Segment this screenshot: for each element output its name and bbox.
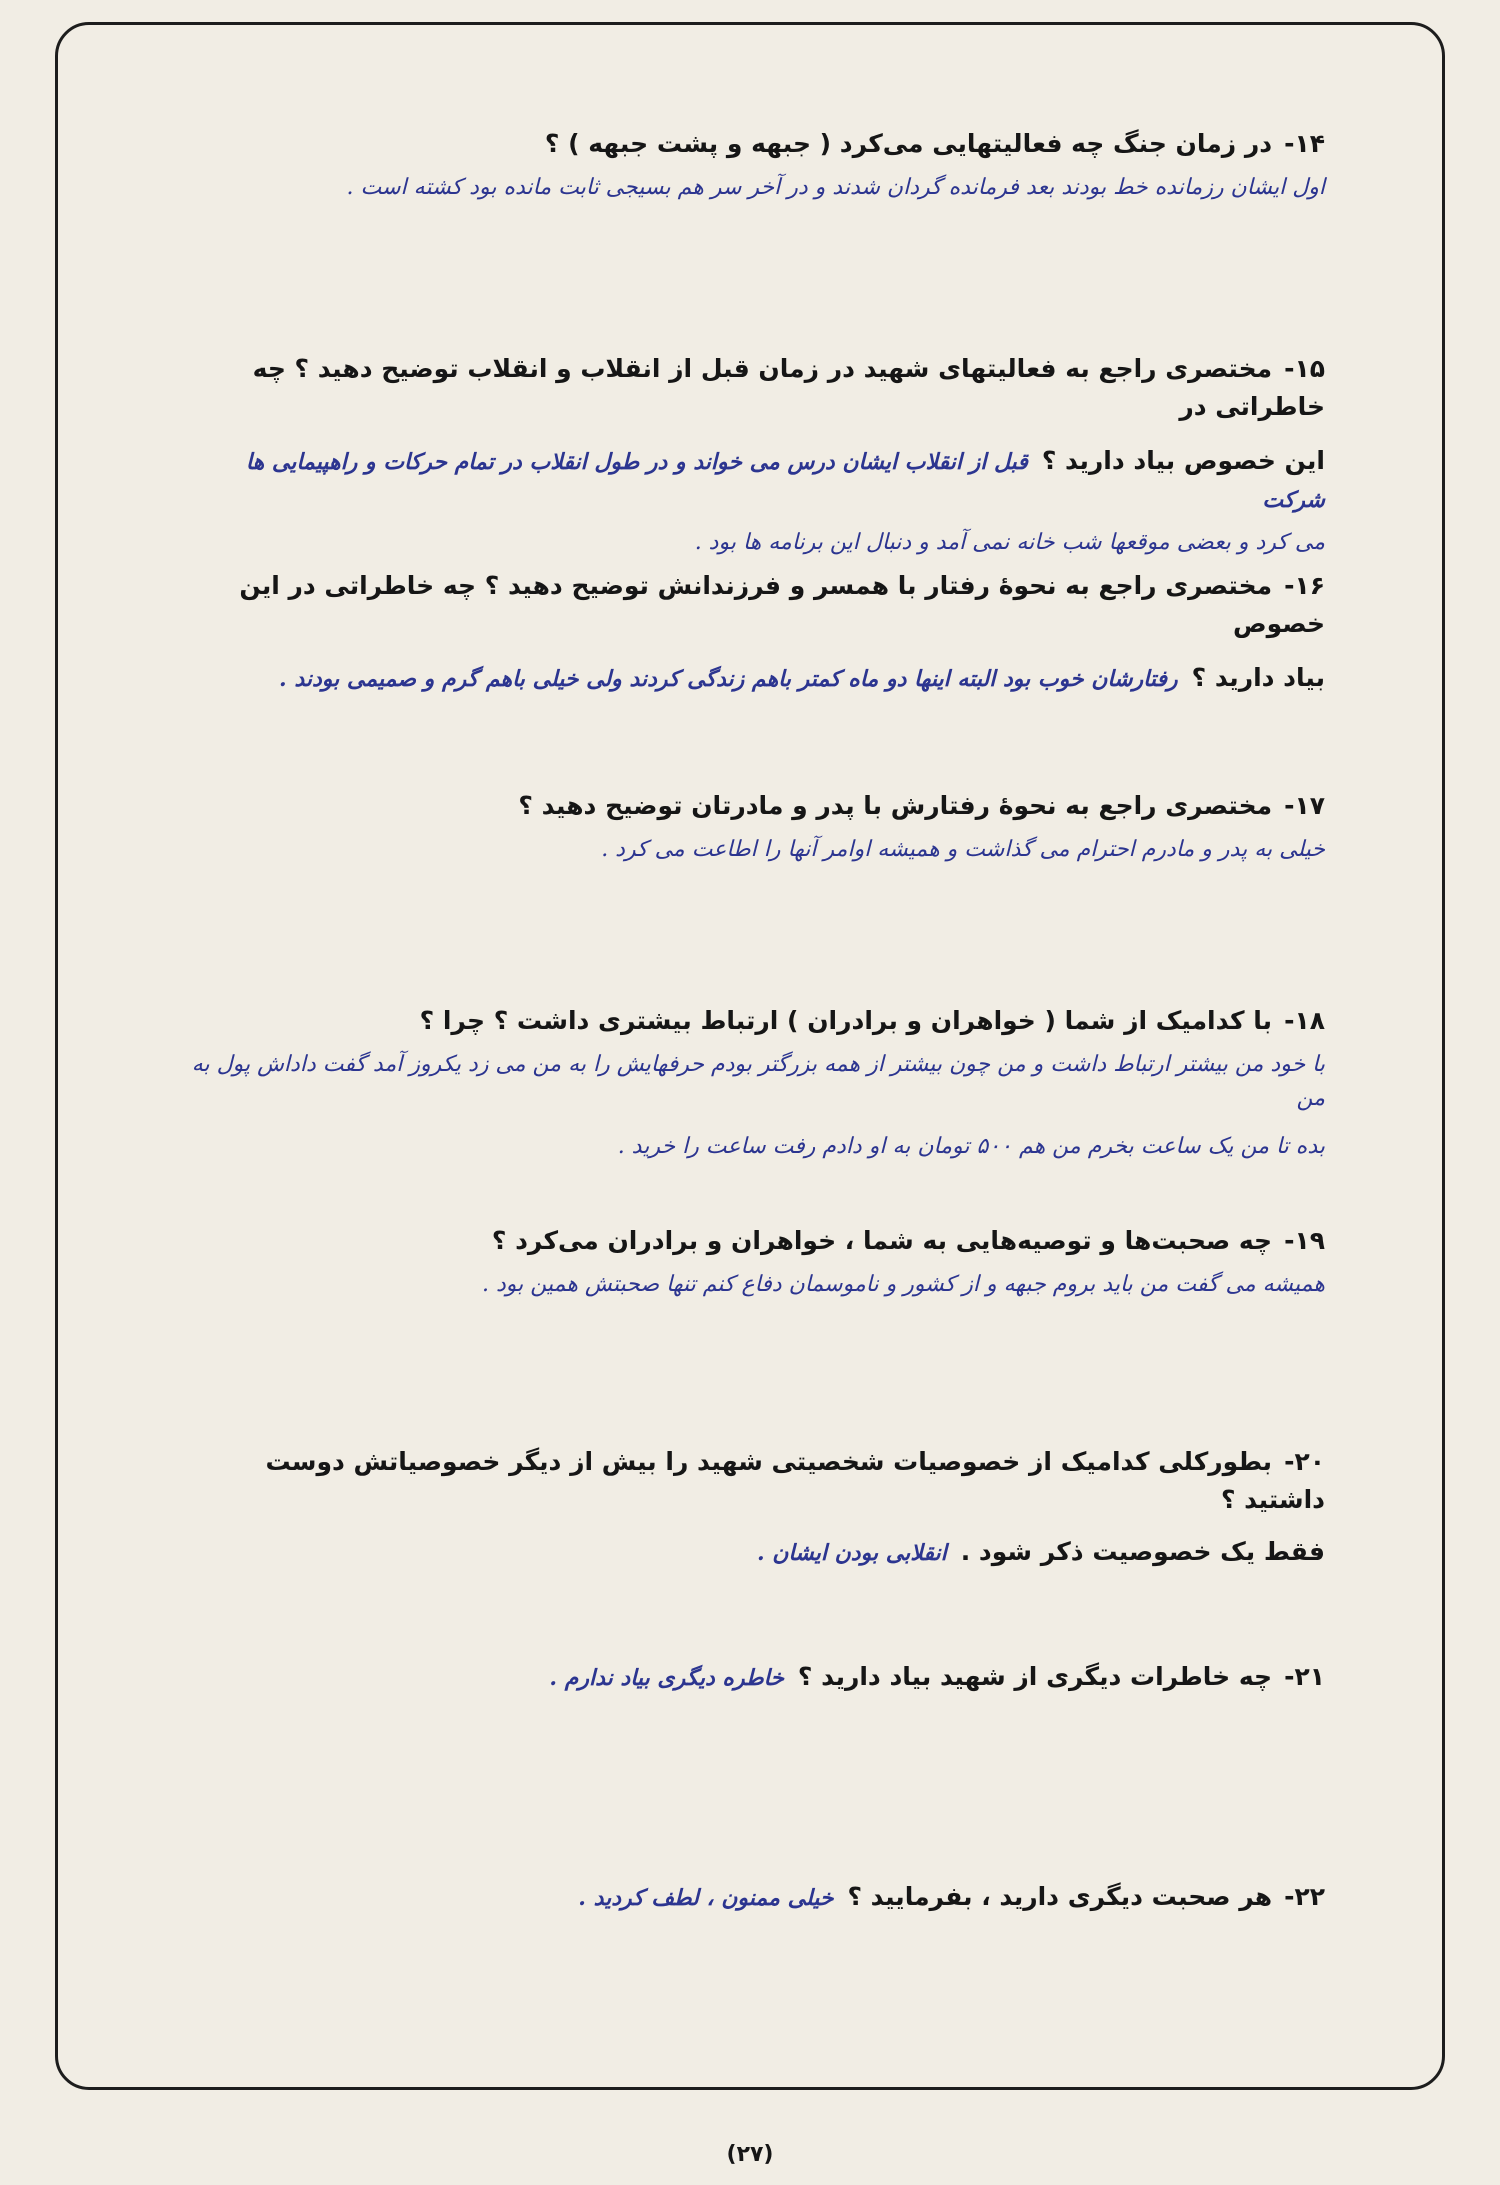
question-text: چه صحبت‌ها و توصیه‌هایی به شما ، خواهران و برادران می‌کرد ؟ xyxy=(491,1226,1273,1255)
question-text-cont: فقط یک خصوصیت ذکر شود . xyxy=(960,1537,1325,1566)
handwritten-answer: خیلی ممنون ، لطف کردید . xyxy=(578,1885,834,1911)
question-text: با کدامیک از شما ( خواهران و برادران ) ارتباط بیشتری داشت ؟ چرا ؟ xyxy=(419,1006,1273,1035)
question-text: هر صحبت دیگری دارید ، بفرمایید ؟ xyxy=(847,1882,1273,1911)
question-text-cont: این خصوص بیاد دارید ؟ xyxy=(1041,446,1325,475)
page-number: (۲۷) xyxy=(726,2142,774,2167)
question-16 xyxy=(190,567,1325,697)
question-18 xyxy=(190,1002,1325,1164)
question-19 xyxy=(190,1222,1325,1302)
question-number: ۱۷- xyxy=(1284,791,1325,820)
handwritten-answer: انقلابی بودن ایشان . xyxy=(756,1540,947,1566)
handwritten-answer: خاطره دیگری بیاد ندارم . xyxy=(549,1665,784,1691)
question-number: ۱۸- xyxy=(1284,1006,1325,1035)
question-20 xyxy=(190,1443,1325,1571)
question-text: بطورکلی کدامیک از خصوصیات شخصیتی شهید را بیش از دیگر خصوصیاتش دوست داشتید ؟ xyxy=(265,1447,1325,1514)
question-text: مختصری راجع به فعالیتهای شهید در زمان قبل از انقلاب و انقلاب توضیح دهید ؟ چه خاطراتی در xyxy=(252,354,1325,421)
handwritten-answer: اول ایشان رزمانده خط بودند بعد فرمانده گردان شدند و در آخر سر هم بسیجی ثابت مانده بود کشته است . xyxy=(346,175,1325,200)
question-14 xyxy=(190,125,1325,205)
question-number: ۱۵- xyxy=(1284,354,1325,383)
question-22 xyxy=(190,1878,1325,1916)
question-21 xyxy=(190,1658,1325,1696)
question-17 xyxy=(190,787,1325,867)
question-number: ۲۲- xyxy=(1284,1882,1325,1911)
question-number: ۲۰- xyxy=(1284,1447,1325,1476)
handwritten-answer: همیشه می گفت من باید بروم جبهه و از کشور و ناموسمان دفاع کنم تنها صحبتش همین بود . xyxy=(481,1272,1325,1297)
question-number: ۲۱- xyxy=(1284,1662,1325,1691)
question-number: ۱۶- xyxy=(1284,571,1325,600)
handwritten-answer-cont: می کرد و بعضی موقعها شب خانه نمی آمد و دنبال این برنامه ها بود . xyxy=(694,530,1325,555)
question-text: در زمان جنگ چه فعالیتهایی می‌کرد ( جبهه و پشت جبهه ) ؟ xyxy=(544,129,1273,158)
handwritten-answer: با خود من بیشتر ارتباط داشت و من چون بیشتر از همه بزرگتر بودم حرفهایش را به من می زد یکروز آمد گفت داداش پول به من xyxy=(191,1052,1325,1111)
handwritten-answer: خیلی به پدر و مادرم احترام می گذاشت و همیشه اوامر آنها را اطاعت می کرد . xyxy=(601,837,1325,862)
question-text: چه خاطرات دیگری از شهید بیاد دارید ؟ xyxy=(797,1662,1273,1691)
question-text: مختصری راجع به نحوهٔ رفتار با همسر و فرزندانش توضیح دهید ؟ چه خاطراتی در این خصوص xyxy=(239,571,1325,638)
question-number: ۱۴- xyxy=(1284,129,1325,158)
handwritten-answer: رفتارشان خوب بود البته اینها دو ماه کمتر باهم زندگی کردند ولی خیلی باهم گرم و صمیمی بودند . xyxy=(279,666,1178,692)
handwritten-answer: قبل از انقلاب ایشان درس می خواند و در طول انقلاب در تمام حرکات و راهپیمایی ها شرکت xyxy=(245,449,1325,513)
question-text-cont: بیاد دارید ؟ xyxy=(1191,663,1325,692)
question-15 xyxy=(190,350,1325,560)
handwritten-answer-cont: بده تا من یک ساعت بخرم من هم ۵۰۰ تومان به او دادم رفت ساعت را خرید . xyxy=(617,1134,1325,1159)
question-number: ۱۹- xyxy=(1284,1226,1325,1255)
question-text: مختصری راجع به نحوهٔ رفتارش با پدر و مادرتان توضیح دهید ؟ xyxy=(518,791,1273,820)
